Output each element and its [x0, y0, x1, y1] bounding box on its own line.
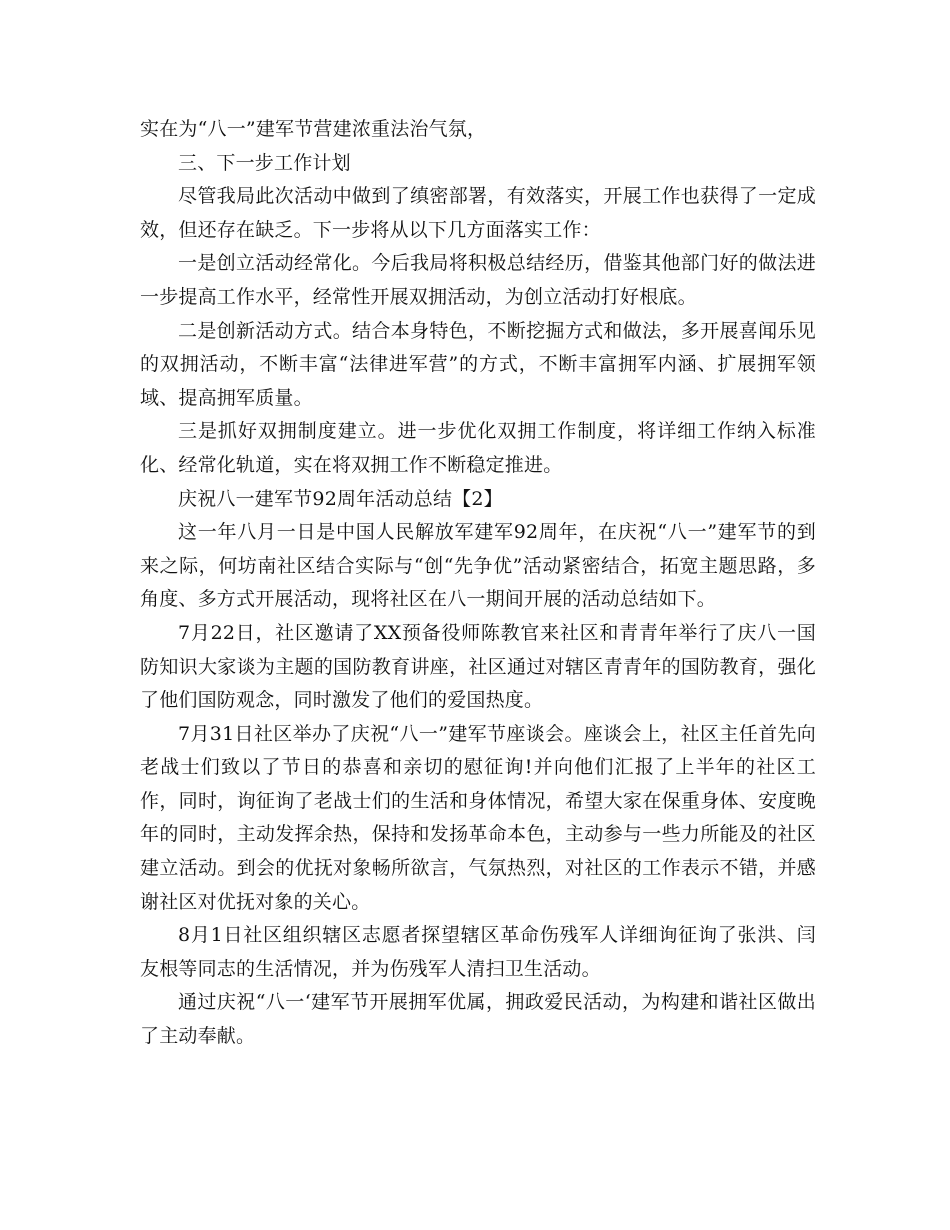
- document-body: [140, 113, 816, 1054]
- paragraph-6: 三是抓好双拥制度建立。进一步优化双拥工作制度，将详细工作纳入标准化、经常化轨道，实在将双拥工作不断稳定推进。: [140, 420, 816, 476]
- paragraph-9: 7月22日，社区邀请了XX预备役师陈教官来社区和青青年举行了庆八一国防知识大家谈为主题的国防教育讲座，社区通过对辖区青青年的国防教育，强化了他们国防观念，同时激发了他们的爱国热度。: [140, 621, 816, 712]
- paragraph-5: 二是创新活动方式。结合本身特色，不断挖掘方式和做法，多开展喜闻乐见的双拥活动，不断丰富“法律进军营”的方式，不断丰富拥军内涵、扩展拥军领域、提高拥军质量。: [140, 319, 816, 409]
- paragraph-8: 这一年八月一日是中国人民解放军建军92周年，在庆祝“八一”建军节的到来之际，何坊南社区结合实际与“创“先争优”活动紧密结合，拓宽主题思路，多角度、多方式开展活动，现将社区在八一期间开展的活动总结如下。: [140, 521, 816, 611]
- paragraph-12: 通过庆祝“八一‘建军节开展拥军优属，拥政爱民活动，为构建和谐社区做出了主动奉献。: [140, 991, 816, 1048]
- paragraph-11: 8月1日社区组织辖区志愿者探望辖区革命伤残军人详细询征询了张洪、闫友根等同志的生活情况，并为伤残军人清扫卫生活动。: [140, 924, 816, 980]
- paragraph-3: 尽管我局此次活动中做到了缜密部署，有效落实，开展工作也获得了一定成效，但还存在缺乏。下一步将从以下几方面落实工作：: [140, 185, 816, 241]
- paragraph-1: 实在为“八一”建军节营建浓重法治气氛，: [140, 118, 487, 140]
- article-title: 庆祝八一建军节92周年活动总结【2】: [178, 487, 503, 510]
- paragraph-10: 7月31日社区举办了庆祝“八一”建军节座谈会。座谈会上，社区主任首先向老战士们致以了节日的恭喜和亲切的慰征询!并向他们汇报了上半年的社区工作，同时，询征询了老战士们的生活和身体情况，希望大家在保重身体、安度晚年的同时，主动发挥余热，保持和发扬革命本色，主动参与一些力所能及的社区建立活动。到会的优抚对象畅所欲言，气氛热烈，对社区的工作表示不错，并感谢社区对优抚对象的关心。: [140, 722, 816, 913]
- paragraph-4: 一是创立活动经常化。今后我局将积极总结经历，借鉴其他部门好的做法进一步提高工作水平，经常性开展双拥活动，为创立活动打好根底。: [140, 252, 816, 308]
- section-heading-next-plan: 三、下一步工作计划: [178, 151, 351, 174]
